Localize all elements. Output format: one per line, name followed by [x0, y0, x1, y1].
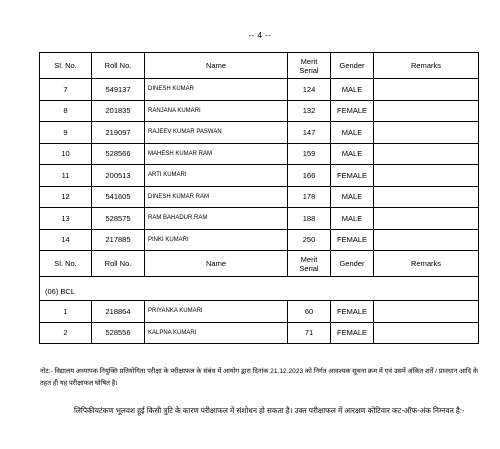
- cell-gender: FEMALE: [331, 100, 374, 122]
- cell-roll-no: 528556: [92, 322, 145, 344]
- cell-gender: MALE: [331, 79, 374, 101]
- cell-sl-no: 14: [40, 229, 92, 251]
- cell-name: ARTI KUMARI: [145, 165, 288, 187]
- cell-remarks: [374, 322, 479, 344]
- cell-name: DINESH KUMAR: [145, 79, 288, 101]
- cell-remarks: [374, 79, 479, 101]
- cell-remarks: [374, 229, 479, 251]
- cell-gender: MALE: [331, 122, 374, 144]
- cell-sl-no: 1: [40, 301, 92, 323]
- cell-gender: FEMALE: [331, 322, 374, 344]
- cell-sl-no: 12: [40, 186, 92, 208]
- cell-gender: MALE: [331, 208, 374, 230]
- cell-roll-no: 217885: [92, 229, 145, 251]
- cell-sl-no: 8: [40, 100, 92, 122]
- table-row: [40, 122, 479, 144]
- cell-name: MAHESH KUMAR RAM: [145, 143, 288, 165]
- table-row: [40, 79, 479, 101]
- cell-remarks: [374, 208, 479, 230]
- cell-merit-serial: 132: [288, 100, 331, 122]
- header-gender: Gender: [331, 53, 374, 79]
- cell-roll-no: 549137: [92, 79, 145, 101]
- cell-name: PRIYANKA KUMARI: [145, 301, 288, 323]
- header-merit-line1: Merit: [300, 254, 318, 264]
- results-table: [39, 52, 479, 344]
- header-remarks: Remarks: [374, 53, 479, 79]
- table-row: [40, 100, 479, 122]
- cell-merit-serial: 178: [288, 186, 331, 208]
- header-gender: Gender: [331, 251, 374, 277]
- table-row: [40, 208, 479, 230]
- cell-gender: MALE: [331, 186, 374, 208]
- header-name: Name: [145, 53, 288, 79]
- header-merit-serial: [288, 251, 331, 277]
- cell-roll-no: 201835: [92, 100, 145, 122]
- header-sl-no: Sl. No.: [40, 251, 92, 277]
- header-merit-line1: Merit: [300, 56, 318, 66]
- header-merit-serial: [288, 53, 331, 79]
- cell-gender: FEMALE: [331, 229, 374, 251]
- cell-sl-no: 7: [40, 79, 92, 101]
- cell-remarks: [374, 301, 479, 323]
- cell-merit-serial: 250: [288, 229, 331, 251]
- cell-roll-no: 541605: [92, 186, 145, 208]
- header-roll-no: Roll No.: [92, 53, 145, 79]
- cell-merit-serial: 71: [288, 322, 331, 344]
- cell-sl-no: 10: [40, 143, 92, 165]
- table-row: [40, 143, 479, 165]
- cell-roll-no: 218864: [92, 301, 145, 323]
- cell-roll-no: 219097: [92, 122, 145, 144]
- cell-merit-serial: 147: [288, 122, 331, 144]
- category-label: (06) BCL: [40, 282, 479, 301]
- cell-gender: MALE: [331, 143, 374, 165]
- cell-remarks: [374, 122, 479, 144]
- cell-remarks: [374, 165, 479, 187]
- table-header-row: [40, 53, 479, 79]
- cell-remarks: [374, 186, 479, 208]
- cell-sl-no: 2: [40, 322, 92, 344]
- cell-roll-no: 528566: [92, 143, 145, 165]
- cell-name: RAJEEV KUMAR PASWAN: [145, 122, 288, 144]
- cutoff-paragraph: लिपिकीयटंकण भूलवश हुई किसी त्रुटि के कारण परीक्षाफल में संशोधन हो सकता है। उक्त परीक्षाफल में आरक्षण कोटिवार कट-ऑफ-अंक निम्नवत है:-: [74, 406, 465, 415]
- header-merit-line2: Serial: [299, 65, 319, 75]
- header-roll-no: Roll No.: [92, 251, 145, 277]
- header-sl-no: Sl. No.: [40, 53, 92, 79]
- cell-roll-no: 200513: [92, 165, 145, 187]
- cell-remarks: [374, 143, 479, 165]
- cell-name: RAM BAHADUR RAM: [145, 208, 288, 230]
- cell-name: PINKI KUMARI: [145, 229, 288, 251]
- cell-name: DINESH KUMAR RAM: [145, 186, 288, 208]
- table-header-row: [40, 251, 479, 277]
- page-number: -- 4 --: [248, 31, 272, 40]
- cell-gender: FEMALE: [331, 301, 374, 323]
- cell-merit-serial: 188: [288, 208, 331, 230]
- cell-name: KALPNA KUMARI: [145, 322, 288, 344]
- cell-roll-no: 528575: [92, 208, 145, 230]
- cell-name: RANJANA KUMARI: [145, 100, 288, 122]
- cell-merit-serial: 159: [288, 143, 331, 165]
- header-remarks: Remarks: [374, 251, 479, 277]
- table-row: [40, 322, 479, 344]
- table-row: [40, 229, 479, 251]
- cell-gender: FEMALE: [331, 165, 374, 187]
- cell-sl-no: 13: [40, 208, 92, 230]
- header-name: Name: [145, 251, 288, 277]
- table-row: [40, 186, 479, 208]
- note-text: नोट:- विद्यालय अध्यापक नियुक्ति प्रतियोगिता परीक्षा के परीक्षाफल के संबंध में आयोग द्वारा दिनांक 21.12.2023 को निर्गत आवश्यक सूचना क्रम में एवं उसमें अंकित शर्तें / प्रावधान आदि के तहत ही यह परीक्षाफल घोषित है।: [40, 368, 479, 387]
- cell-merit-serial: 60: [288, 301, 331, 323]
- category-row: [40, 282, 479, 301]
- table-row: [40, 165, 479, 187]
- cell-remarks: [374, 100, 479, 122]
- header-merit-line2: Serial: [299, 263, 319, 273]
- cell-merit-serial: 166: [288, 165, 331, 187]
- cell-merit-serial: 124: [288, 79, 331, 101]
- table-row: [40, 301, 479, 323]
- cell-sl-no: 11: [40, 165, 92, 187]
- cell-sl-no: 9: [40, 122, 92, 144]
